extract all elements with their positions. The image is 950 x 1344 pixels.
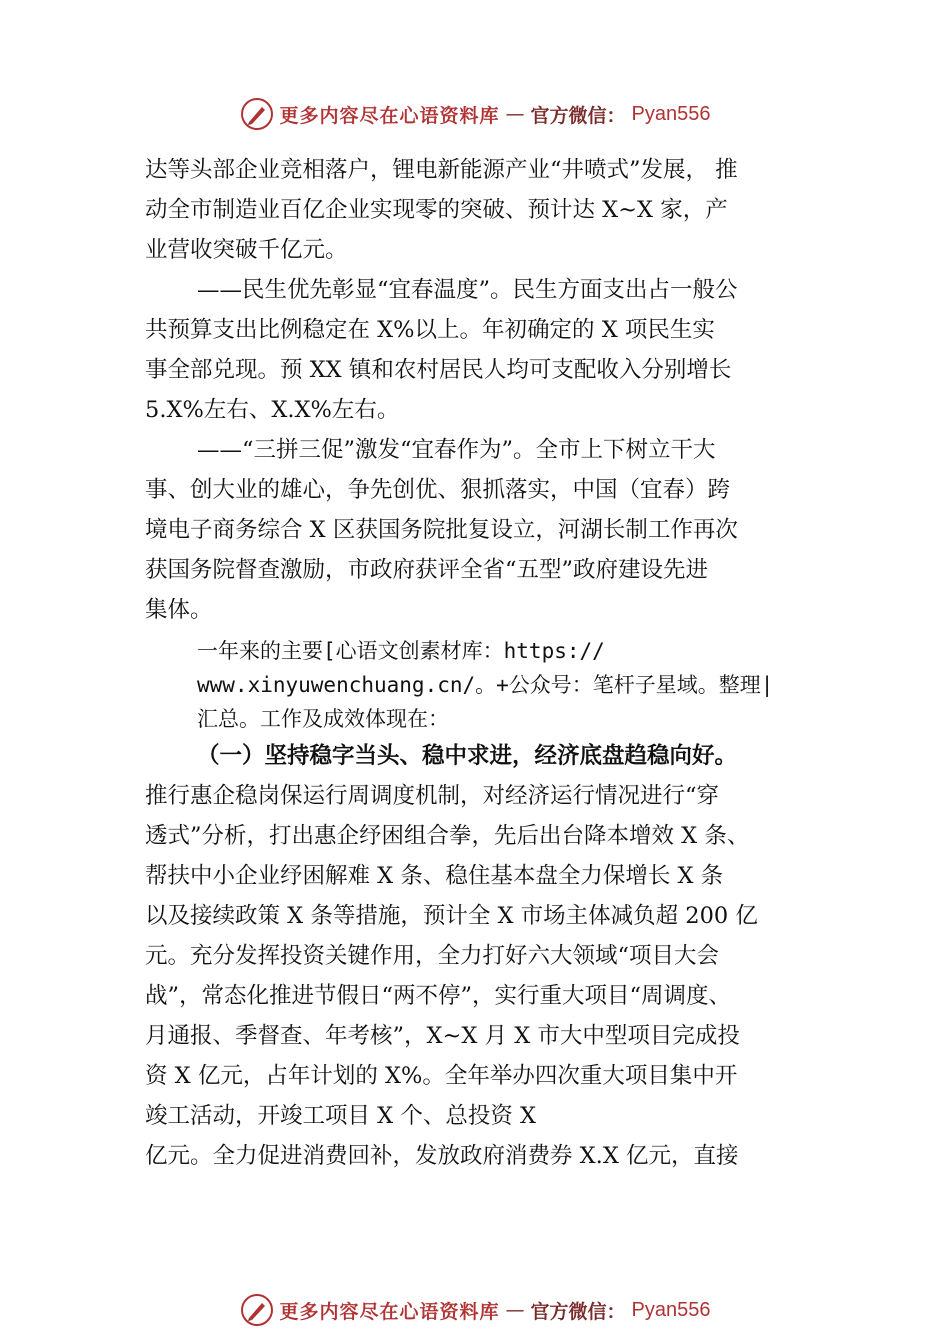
pen-logo-icon (240, 97, 274, 131)
banner-text: 更多内容尽在心语资料库 (279, 104, 500, 127)
text-line: ——民生优先彰显“宜春温度”。民生方面支出占一般公 (197, 277, 738, 303)
text-line: 汇总。工作及成效体现在： (197, 707, 449, 731)
text-line: 事、创大业的雄心，争先创优、狠抓落实，中国（宜春）跨 (145, 477, 731, 503)
banner-label: 官方微信： (530, 104, 626, 127)
text-line: www.xinyuwenchuang.cn/。+公众号：笔杆子星域。整理| (197, 673, 774, 697)
text-line: 战”，常态化推进节假日“两不停”，实行重大项目“周调度、 (145, 983, 732, 1009)
text-line: 透式”分析，打出惠企纾困组合拳，先后出台降本增效 X 条、 (145, 823, 750, 849)
banner-separator: — (505, 1299, 525, 1321)
footer-banner (0, 1288, 950, 1332)
text-line: 亿元。全力促进消费回补，发放政府消费券 X.X 亿元，直接 (145, 1143, 739, 1169)
text-line: 资 X 亿元，占年计划的 X%。全年举办四次重大项目集中开 (145, 1063, 738, 1089)
header-banner (0, 92, 950, 136)
text-line: 一年来的主要[心语文创素材库：https:// (197, 639, 605, 663)
banner-text: 更多内容尽在心语资料库 (279, 1300, 500, 1323)
banner-wechat-id: Pyan556 (631, 102, 711, 125)
pen-logo-icon (240, 1293, 274, 1327)
text-line: ——“三拼三促”激发“宜春作为”。全市上下树立干大 (197, 437, 716, 463)
text-line: 达等头部企业竞相落户，锂电新能源产业“井喷式”发展， 推 (145, 157, 738, 183)
text-line: 获国务院督查激励，市政府获评全省“五型”政府建设先进 (145, 557, 709, 583)
text-line: 元。充分发挥投资关键作用，全力打好六大领域“项目大会 (145, 943, 720, 969)
text-line: 动全市制造业百亿企业实现零的突破、预计达 X~X 家，产 (145, 197, 728, 223)
document-body (145, 150, 815, 1176)
text-line: 集体。 (145, 597, 213, 623)
text-line: 竣工活动，开竣工项目 X 个、总投资 X (145, 1103, 536, 1129)
text-line: 月通报、季督查、年考核”，X~X 月 X 市大中型项目完成投 (145, 1023, 740, 1049)
text-line: 事全部兑现。预 XX 镇和农村居民人均可支配收入分别增长 (145, 357, 732, 383)
text-line: 帮扶中小企业纾困解难 X 条、稳住基本盘全力保增长 X 条 (145, 863, 724, 889)
section-heading: （一）坚持稳字当头、稳中求进，经济底盘趋稳向好。 (197, 743, 738, 769)
text-line: 5.X%左右、X.X%左右。 (145, 397, 400, 423)
text-line: 业营收突破千亿元。 (145, 237, 348, 263)
banner-separator: — (505, 103, 525, 125)
banner-wechat-id: Pyan556 (631, 1298, 711, 1321)
text-line: 境电子商务综合 X 区获国务院批复设立，河湖长制工作再次 (145, 517, 738, 543)
text-line: 推行惠企稳岗保运行周调度机制，对经济运行情况进行“穿 (145, 783, 720, 809)
text-line: 以及接续政策 X 条等措施，预计全 X 市场主体减负超 200 亿 (145, 903, 758, 929)
text-line: 共预算支出比例稳定在 X%以上。年初确定的 X 项民生实 (145, 317, 715, 343)
banner-label: 官方微信： (530, 1300, 626, 1323)
